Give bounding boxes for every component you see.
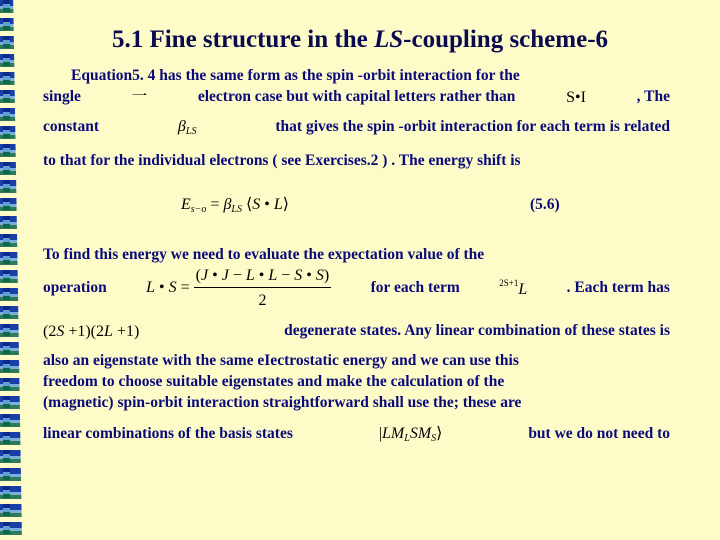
equation-5-6 [43, 177, 670, 235]
degeneracy-formula: (2S +1)(2L +1) [43, 322, 140, 340]
term-symbol: $^{2S+1}$L [499, 277, 528, 298]
p2-line3: (2S +1)(2L +1) degenerate states. Any linear combination of these states is [43, 311, 670, 351]
p2-line6: (magnetic) spin-orbit interaction straightforward shall use the; these are [43, 394, 522, 412]
ls-operator-formula: L • S = $\frac{(J • J - L • L - S • S)}{2}$ [146, 267, 330, 309]
p1-line3: constant $\beta_{LS}$ that gives the spin -orbit interaction for each term is related [43, 118, 670, 138]
p2-line2: operation L • S = $\frac{(J • J - L • L - S • S)}{2}$ for each term $^{2S+1}$L . Each term has [43, 265, 670, 311]
basis-state-ket: $|LM_LSM_S⟩$ [378, 424, 443, 444]
beta-ls: $\beta_{LS}$ [177, 118, 197, 138]
p1-line1: Equation5. 4 has the same form as the spin -orbit interaction for the [71, 67, 520, 84]
p2-line7: linear combinations of the basis states $|LM_LSM_S⟩$ but we do not need to [43, 424, 670, 444]
p2-line1: To find this energy we need to evaluate the expectation value of the [43, 245, 485, 263]
p2-line5: freedom to choose suitable eigenstates and make the calculation of the [43, 373, 505, 391]
energy-shift-formula: $E_{s-o} = \beta_{LS}$ ⟨S • L⟩ [181, 196, 289, 216]
p1-line2: single 一 electron case but with capital letters rather than S•I , The [43, 88, 670, 106]
decorative-border [0, 0, 22, 540]
slide-title: 5.1 Fine structure in the LS-coupling scheme-6 [111, 26, 609, 53]
p2-line4: also an eigenstate with the same eIectrostatic energy and we can use this [43, 352, 519, 370]
p1-line4: to that for the individual electrons ( see Exercises.2 ) . The energy shift is [43, 152, 521, 170]
slide-body [43, 66, 670, 454]
equation-number: (5.6) [530, 196, 560, 214]
